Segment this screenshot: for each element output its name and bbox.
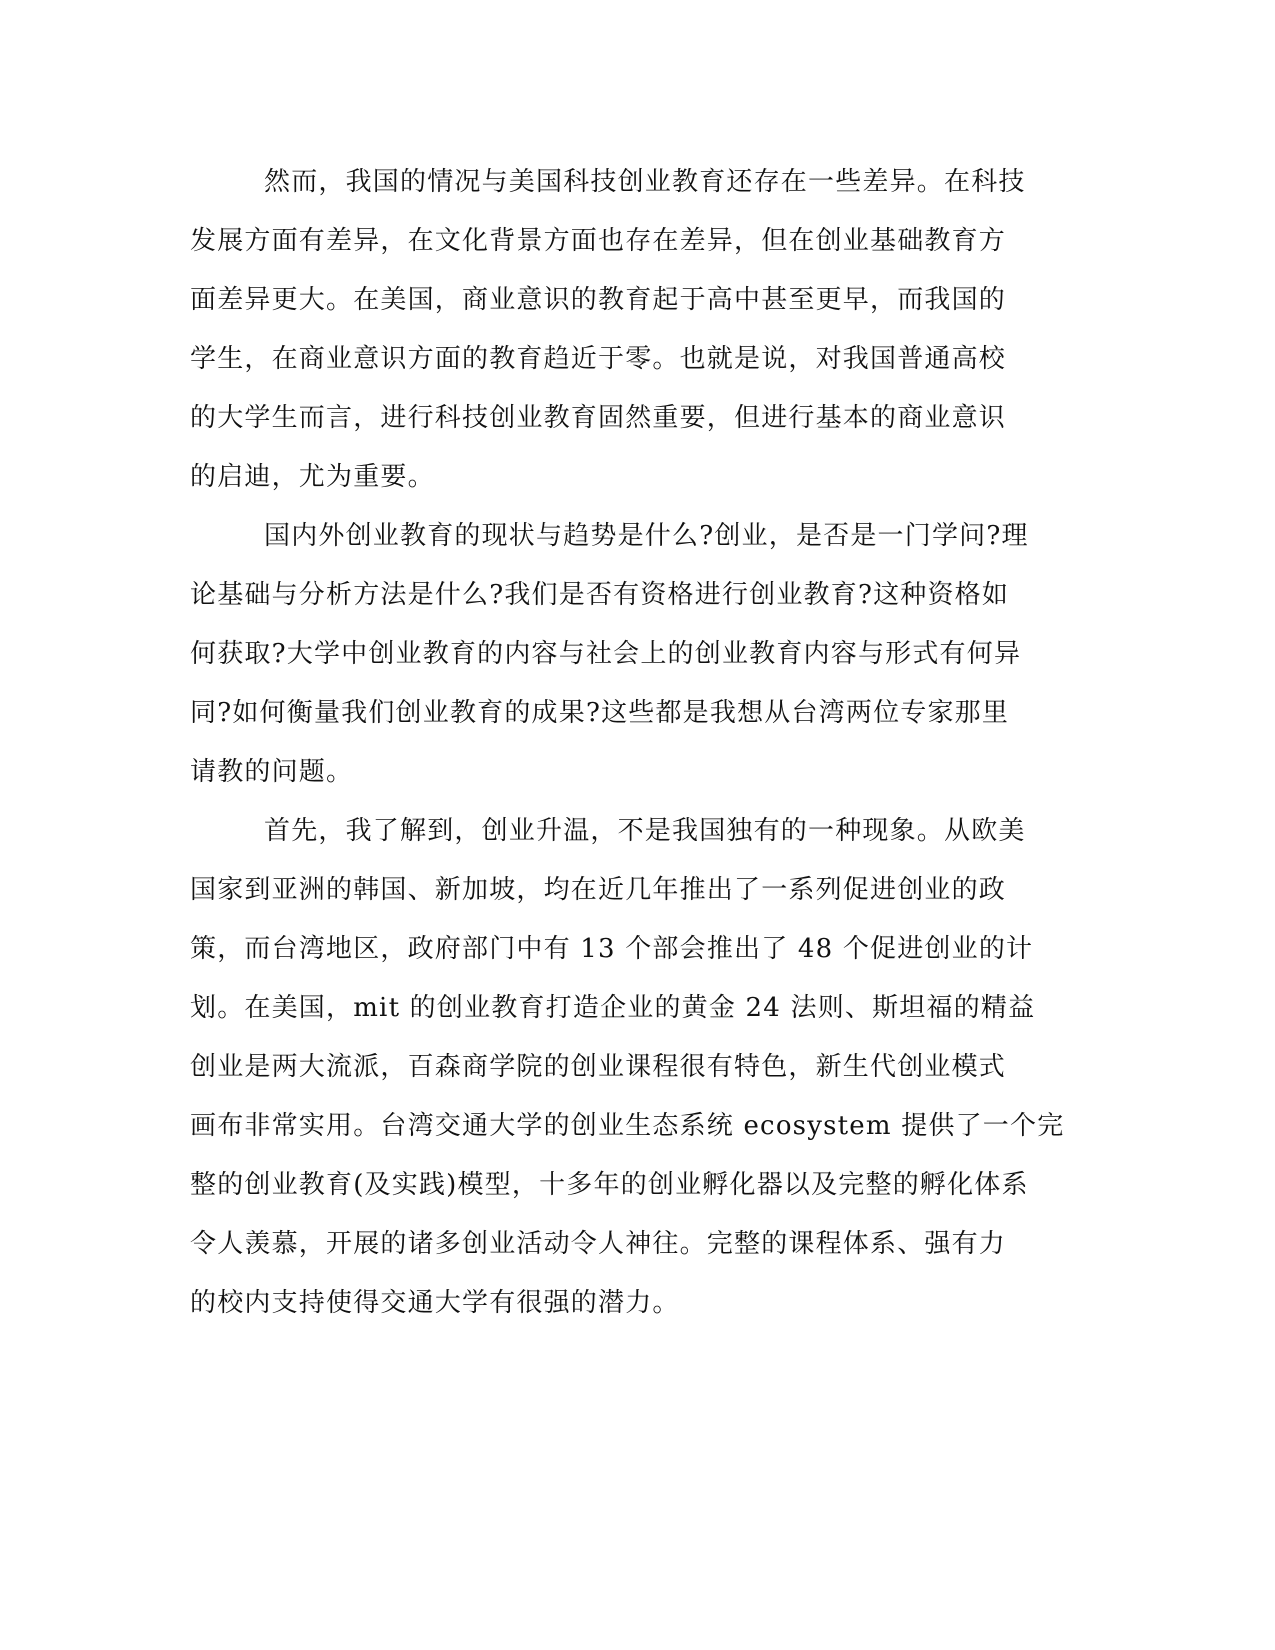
paragraph-1-line-4: 学生，在商业意识方面的教育趋近于零。也就是说，对我国普通高校 [190, 344, 1007, 374]
paragraph-1-line-1: 然而，我国的情况与美国科技创业教育还存在一些差异。在科技 [264, 167, 1026, 197]
paragraph-2-line-2: 论基础与分析方法是什么?我们是否有资格进行创业教育?这种资格如 [190, 580, 1010, 610]
paragraph-3-line-4: 划。在美国，mit 的创业教育打造企业的黄金 24 法则、斯坦福的精益 [190, 993, 1036, 1023]
paragraph-2-line-3: 何获取?大学中创业教育的内容与社会上的创业教育内容与形式有何异 [190, 639, 1022, 669]
paragraph-1-line-3: 面差异更大。在美国，商业意识的教育起于高中甚至更早，而我国的 [190, 285, 1007, 315]
paragraph-2-line-4: 同?如何衡量我们创业教育的成果?这些都是我想从台湾两位专家那里 [190, 698, 1010, 728]
paragraph-3-line-7: 整的创业教育(及实践)模型，十多年的创业孵化器以及完整的孵化体系 [190, 1170, 1029, 1200]
paragraph-3-line-3: 策，而台湾地区，政府部门中有 13 个部会推出了 48 个促进创业的计 [190, 934, 1034, 964]
paragraph-3-line-1: 首先，我了解到，创业升温，不是我国独有的一种现象。从欧美 [264, 816, 1026, 846]
paragraph-1-line-2: 发展方面有差异，在文化背景方面也存在差异，但在创业基础教育方 [190, 226, 1007, 256]
paragraph-2-line-5: 请教的问题。 [190, 757, 354, 787]
paragraph-1-line-5: 的大学生而言，进行科技创业教育固然重要，但进行基本的商业意识 [190, 403, 1007, 433]
paragraph-3-line-6: 画布非常实用。台湾交通大学的创业生态系统 ecosystem 提供了一个完 [190, 1111, 1065, 1141]
paragraph-3-line-5: 创业是两大流派，百森商学院的创业课程很有特色，新生代创业模式 [190, 1052, 1007, 1082]
paragraph-2-line-1: 国内外创业教育的现状与趋势是什么?创业，是否是一门学问?理 [264, 521, 1029, 551]
paragraph-1-line-6: 的启迪，尤为重要。 [190, 462, 435, 492]
paragraph-3-line-8: 令人羡慕，开展的诸多创业活动令人神往。完整的课程体系、强有力 [190, 1229, 1007, 1259]
paragraph-3-line-2: 国家到亚洲的韩国、新加坡，均在近几年推出了一系列促进创业的政 [190, 875, 1007, 905]
paragraph-3-line-9: 的校内支持使得交通大学有很强的潜力。 [190, 1288, 680, 1318]
